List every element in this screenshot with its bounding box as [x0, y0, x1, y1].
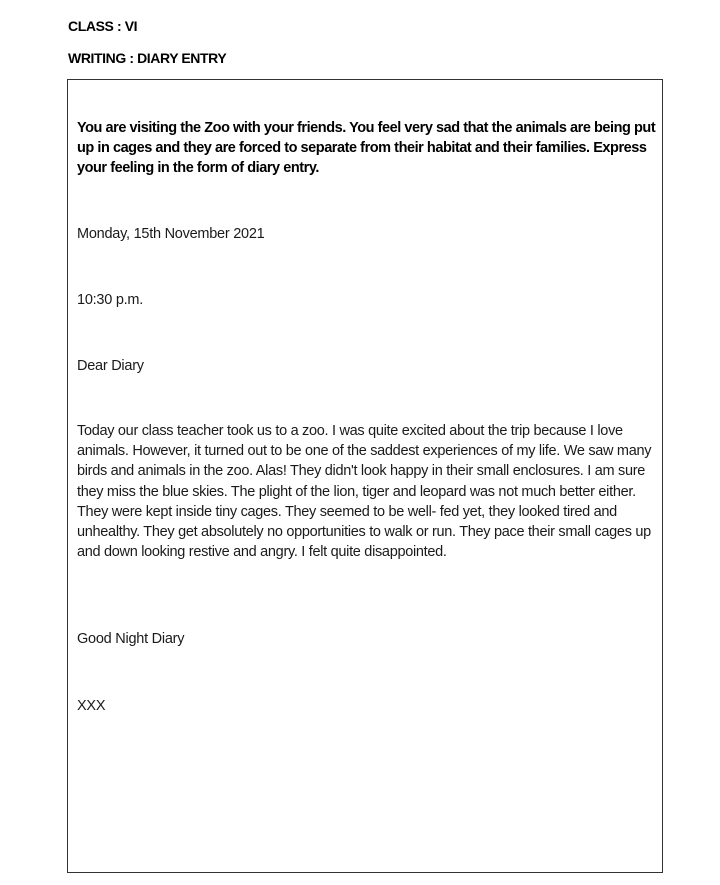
- entry-closing: Good Night Diary: [77, 631, 185, 647]
- writing-task-label: WRITING : DIARY ENTRY: [68, 50, 227, 66]
- entry-salutation: Dear Diary: [77, 358, 144, 374]
- question-prompt: You are visiting the Zoo with your friends. You feel very sad that the animals are being put up in cages and they are forced to separate from their habitat and their families. Express your feeling in the form of diary entry.: [77, 120, 656, 176]
- class-label: CLASS : VI: [68, 18, 138, 34]
- diary-entry-box: [67, 79, 663, 873]
- entry-time: 10:30 p.m.: [77, 292, 144, 308]
- entry-signature: XXX: [77, 698, 106, 714]
- entry-body: Today our class teacher took us to a zoo. I was quite excited about the trip because I love animals. However, it turned out to be one of the saddest experiences of my life. We saw many birds and animals in the zoo. Alas! They didn't look happy in their small enclosures. I am sure they miss the blue skies. The plight of the lion, tiger and leopard was not much better either. They were kept inside tiny cages. They seemed to be well- fed yet, they looked tired and unhealthy. They get absolutely no opportunities to walk or run. They pace their small cages up and down looking restive and angry. I felt quite disappointed.: [77, 423, 652, 561]
- entry-date: Monday, 15th November 2021: [77, 226, 265, 242]
